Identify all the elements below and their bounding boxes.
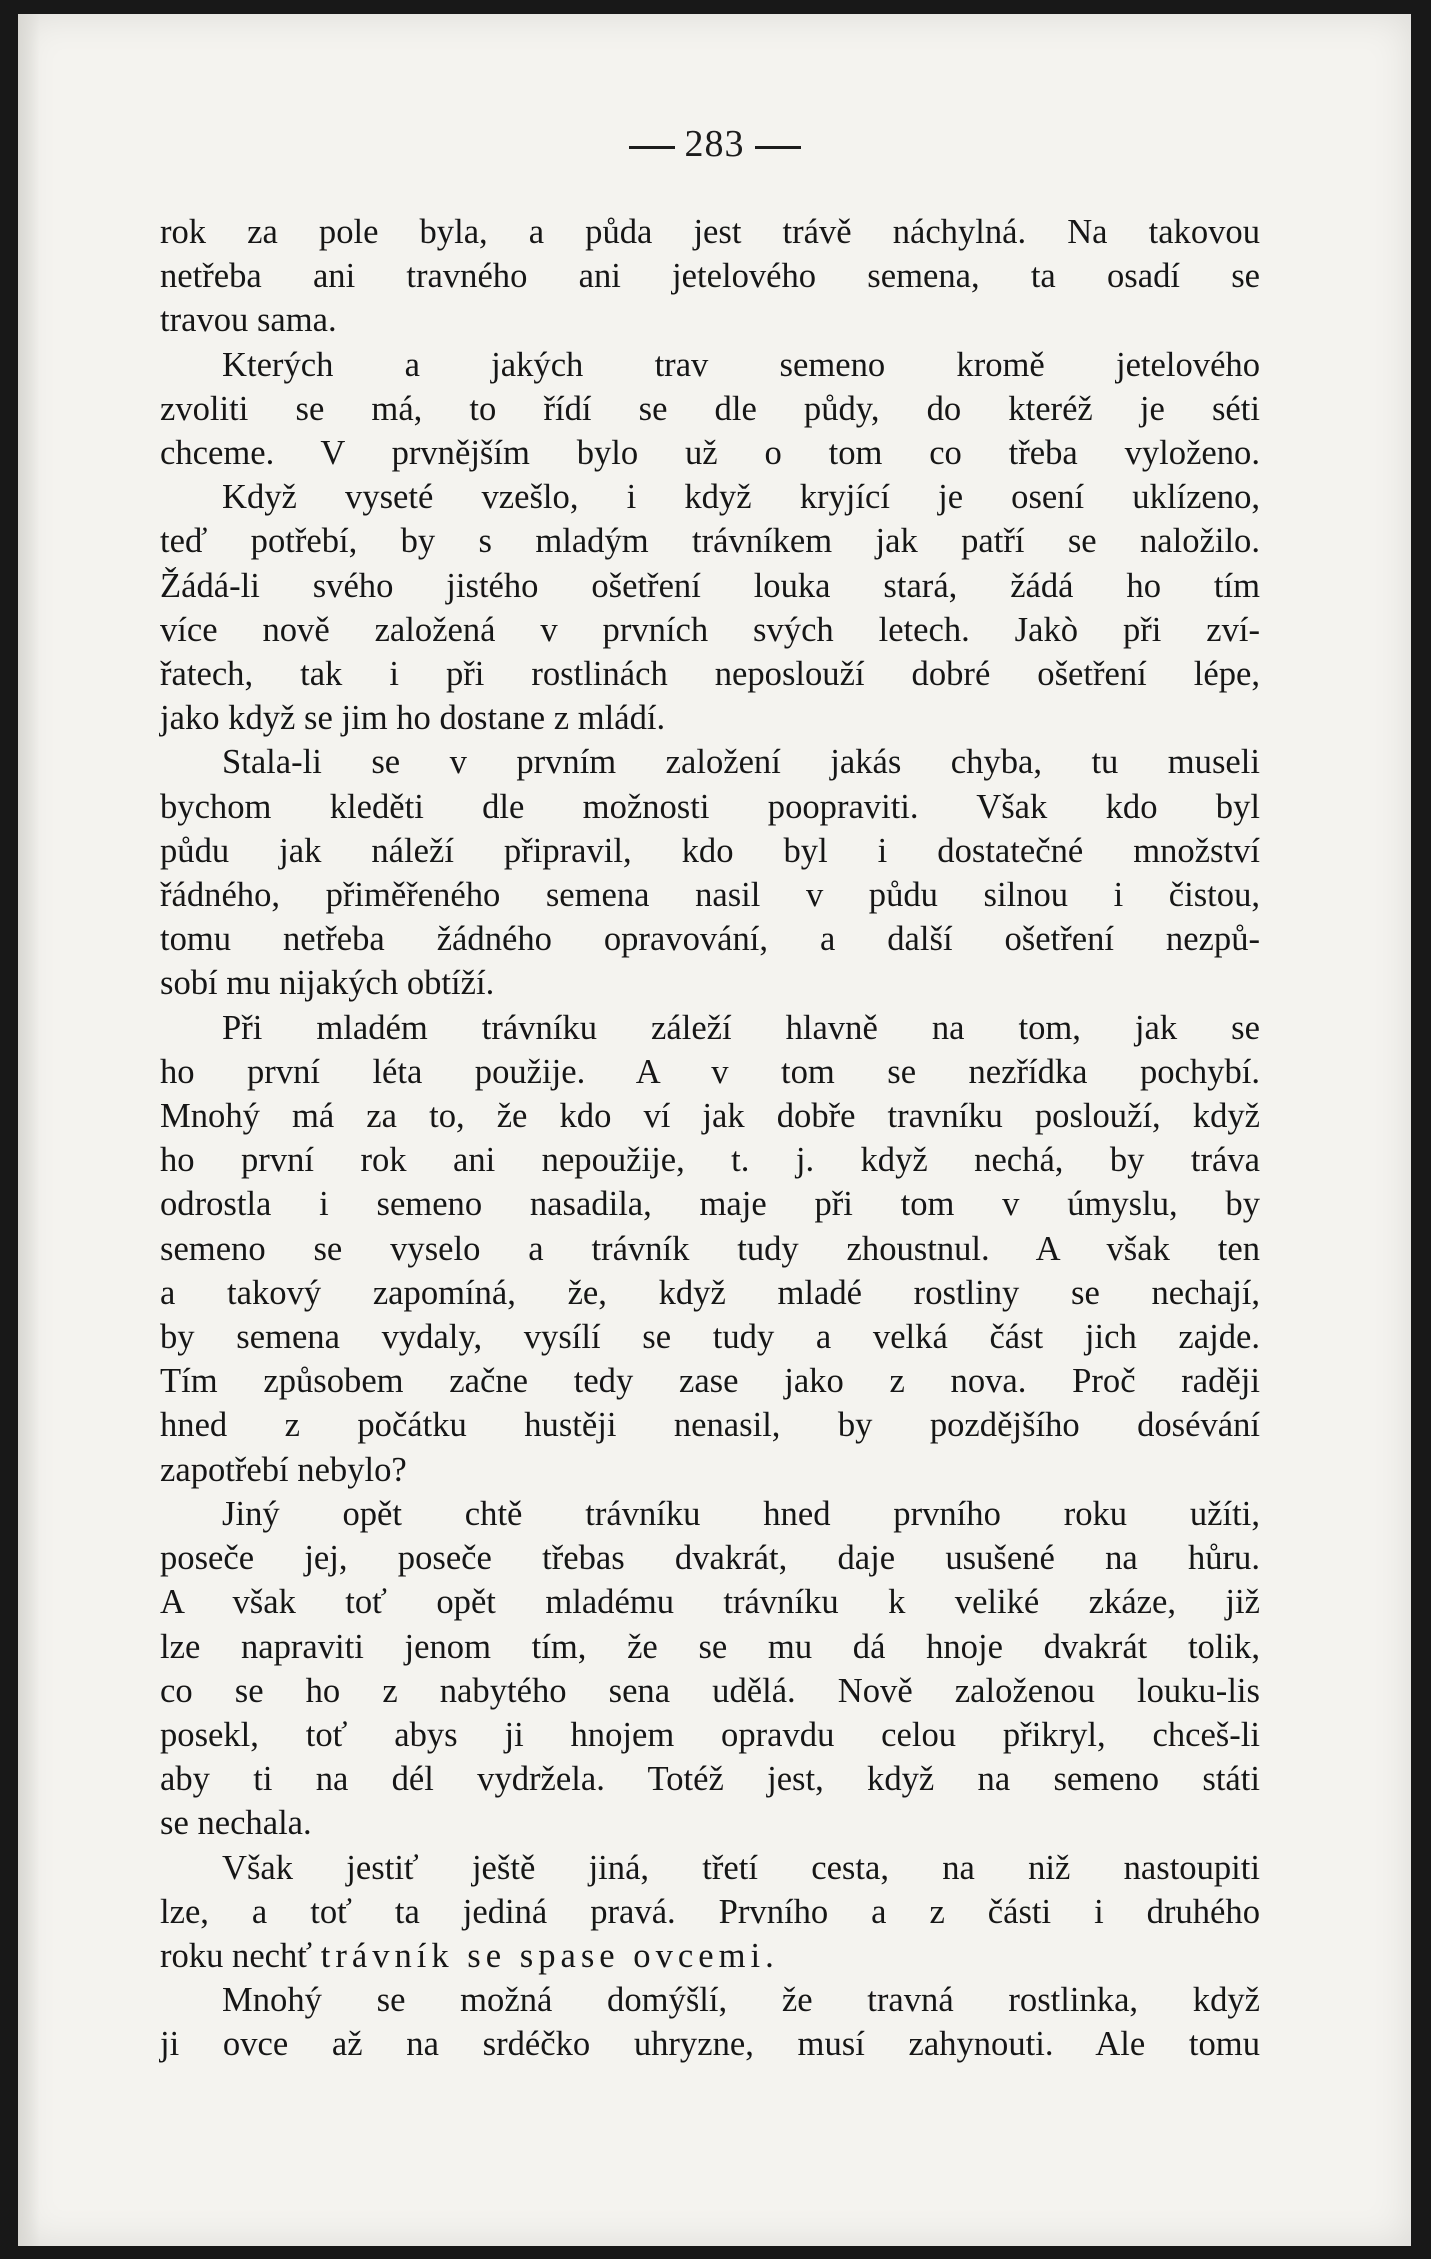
text-line-content: ho první léta použije. A v tom se nezřídka pochybí.	[160, 1052, 1260, 1091]
text-line	[160, 431, 1260, 475]
text-line-content: hned z počátku hustěji nenasil, by pozdějšího dosévání	[160, 1406, 1260, 1445]
text-line-content: řatech, tak i při rostlinách neposlouží dobré ošetření lépe,	[160, 655, 1260, 694]
text-line	[160, 961, 1260, 1005]
text-line	[160, 1625, 1260, 1669]
text-line	[160, 1271, 1260, 1315]
text-line-content: aby ti na dél vydržela. Totéž jest, když na semeno státi	[160, 1760, 1260, 1799]
text-line	[160, 1492, 1260, 1536]
text-line-content: se nechala.	[160, 1804, 312, 1843]
text-line-content: řádného, přiměřeného semena nasil v půdu silnou i čistou,	[160, 876, 1260, 915]
text-line-content: by semena vydaly, vysílí se tudy a velká část jich zajde.	[160, 1318, 1260, 1357]
text-line-content: co se ho z nabytého sena udělá. Nově založenou louku-lis	[160, 1671, 1260, 1710]
page-body-text	[160, 210, 1260, 2067]
text-line	[160, 1182, 1260, 1226]
text-line	[160, 1580, 1260, 1624]
text-line-content: Mnohý se možná domýšlí, že travná rostlinka, když	[222, 1981, 1260, 2020]
text-line	[160, 873, 1260, 917]
text-line-content: bychom kleděti dle možnosti poopraviti. Však kdo byl	[160, 787, 1260, 826]
book-page	[18, 14, 1411, 2246]
text-line-content: chceme. V prvnějším bylo už o tom co třeba vyloženo.	[160, 434, 1260, 473]
text-line	[160, 1846, 1260, 1890]
text-line-content: posekl, toť abys ji hnojem opravdu celou přikryl, chceš-li	[160, 1715, 1260, 1754]
text-line	[160, 1713, 1260, 1757]
text-line-content: Stala-li se v prvním založení jakás chyba, tu museli	[222, 743, 1260, 782]
text-line-content: semeno se vyselo a trávník tudy zhoustnul. A však ten	[160, 1229, 1260, 1268]
page-gutter-shadow	[18, 14, 40, 2246]
text-line-content: A však toť opět mladému trávníku k veliké zkáze, již	[160, 1583, 1260, 1622]
text-line	[160, 254, 1260, 298]
page-number-dash-right	[755, 146, 801, 149]
text-line	[160, 829, 1260, 873]
text-line-content: Jiný opět chtě trávníku hned prvního roku užíti,	[222, 1494, 1260, 1533]
text-line	[160, 917, 1260, 961]
text-line	[160, 785, 1260, 829]
text-line-content: travou sama.	[160, 301, 337, 340]
text-line	[160, 1934, 1260, 1978]
text-line-content: ho první rok ani nepoužije, t. j. když nechá, by tráva	[160, 1141, 1260, 1180]
text-line	[160, 740, 1260, 784]
page-number-dash-left	[629, 146, 675, 149]
text-line-content: zvoliti se má, to řídí se dle půdy, do kteréž je séti	[160, 389, 1260, 428]
text-line-content: Při mladém trávníku záleží hlavně na tom, jak se	[222, 1008, 1260, 1047]
text-line	[160, 696, 1260, 740]
text-line	[160, 2022, 1260, 2066]
text-line	[160, 1757, 1260, 1801]
text-line	[160, 1448, 1260, 1492]
text-line	[160, 1138, 1260, 1182]
page-number: 283	[684, 123, 745, 165]
text-line	[160, 387, 1260, 431]
page-number-header	[18, 122, 1411, 166]
text-line	[160, 1536, 1260, 1580]
text-line-content: více nově založená v prvních svých letech. Jakò při zví-	[160, 610, 1260, 649]
text-line-content: Tím způsobem začne tedy zase jako z nova. Proč raději	[160, 1362, 1260, 1401]
text-line	[160, 1890, 1260, 1934]
text-line	[160, 519, 1260, 563]
text-line-content: Žádá-li svého jistého ošetření louka stará, žádá ho tím	[160, 566, 1260, 605]
text-line-content: odrostla i semeno nasadila, maje při tom v úmyslu, by	[160, 1185, 1260, 1224]
text-line-content: Když vyseté vzešlo, i když kryjící je osení uklízeno,	[222, 478, 1260, 517]
text-line	[160, 652, 1260, 696]
text-line	[160, 1669, 1260, 1713]
text-line	[160, 1227, 1260, 1271]
text-line	[160, 1403, 1260, 1447]
text-line	[160, 1006, 1260, 1050]
text-line-content: teď potřebí, by s mladým trávníkem jak patří se naložilo.	[160, 522, 1260, 561]
text-line	[160, 210, 1260, 254]
text-line-content: netřeba ani travného ani jetelového semena, ta osadí se	[160, 257, 1260, 296]
text-line-content: roku nechť	[160, 1936, 321, 1975]
text-line	[160, 564, 1260, 608]
text-line	[160, 475, 1260, 519]
text-line-content: Kterých a jakých trav semeno kromě jetelového	[222, 345, 1260, 384]
text-line	[160, 1801, 1260, 1845]
text-line-content: zapotřebí nebylo?	[160, 1450, 407, 1489]
text-line-content: lze napraviti jenom tím, že se mu dá hnoje dvakrát tolik,	[160, 1627, 1260, 1666]
text-line-content: Mnohý má za to, že kdo ví jak dobře travníku poslouží, když	[160, 1097, 1260, 1136]
text-line	[160, 298, 1260, 342]
emphasized-spaced-text: trávník se spase ovcemi.	[320, 1936, 779, 1975]
text-line	[160, 608, 1260, 652]
text-line-content: a takový zapomíná, že, když mladé rostliny se nechají,	[160, 1273, 1260, 1312]
text-line-content: sobí mu nijakých obtíží.	[160, 964, 495, 1003]
text-line-content: jako když se jim ho dostane z mládí.	[160, 699, 666, 738]
text-line	[160, 1094, 1260, 1138]
text-line	[160, 1978, 1260, 2022]
text-line-content: lze, a toť ta jediná pravá. Prvního a z části i druhého	[160, 1892, 1260, 1931]
text-line-content: půdu jak náleží připravil, kdo byl i dostatečné množství	[160, 831, 1260, 870]
text-line	[160, 1315, 1260, 1359]
text-line-content: tomu netřeba žádného opravování, a další ošetření nezpů-	[160, 920, 1260, 959]
text-line	[160, 1359, 1260, 1403]
text-line-content: poseče jej, poseče třebas dvakrát, daje usušené na hůru.	[160, 1539, 1260, 1578]
text-line-content: Však jestiť ještě jiná, třetí cesta, na niž nastoupiti	[222, 1848, 1260, 1887]
text-line	[160, 343, 1260, 387]
text-line-content: ji ovce až na srdéčko uhryzne, musí zahynouti. Ale tomu	[160, 2025, 1260, 2064]
text-line-content: rok za pole byla, a půda jest trávě náchylná. Na takovou	[160, 213, 1260, 251]
text-line	[160, 1050, 1260, 1094]
